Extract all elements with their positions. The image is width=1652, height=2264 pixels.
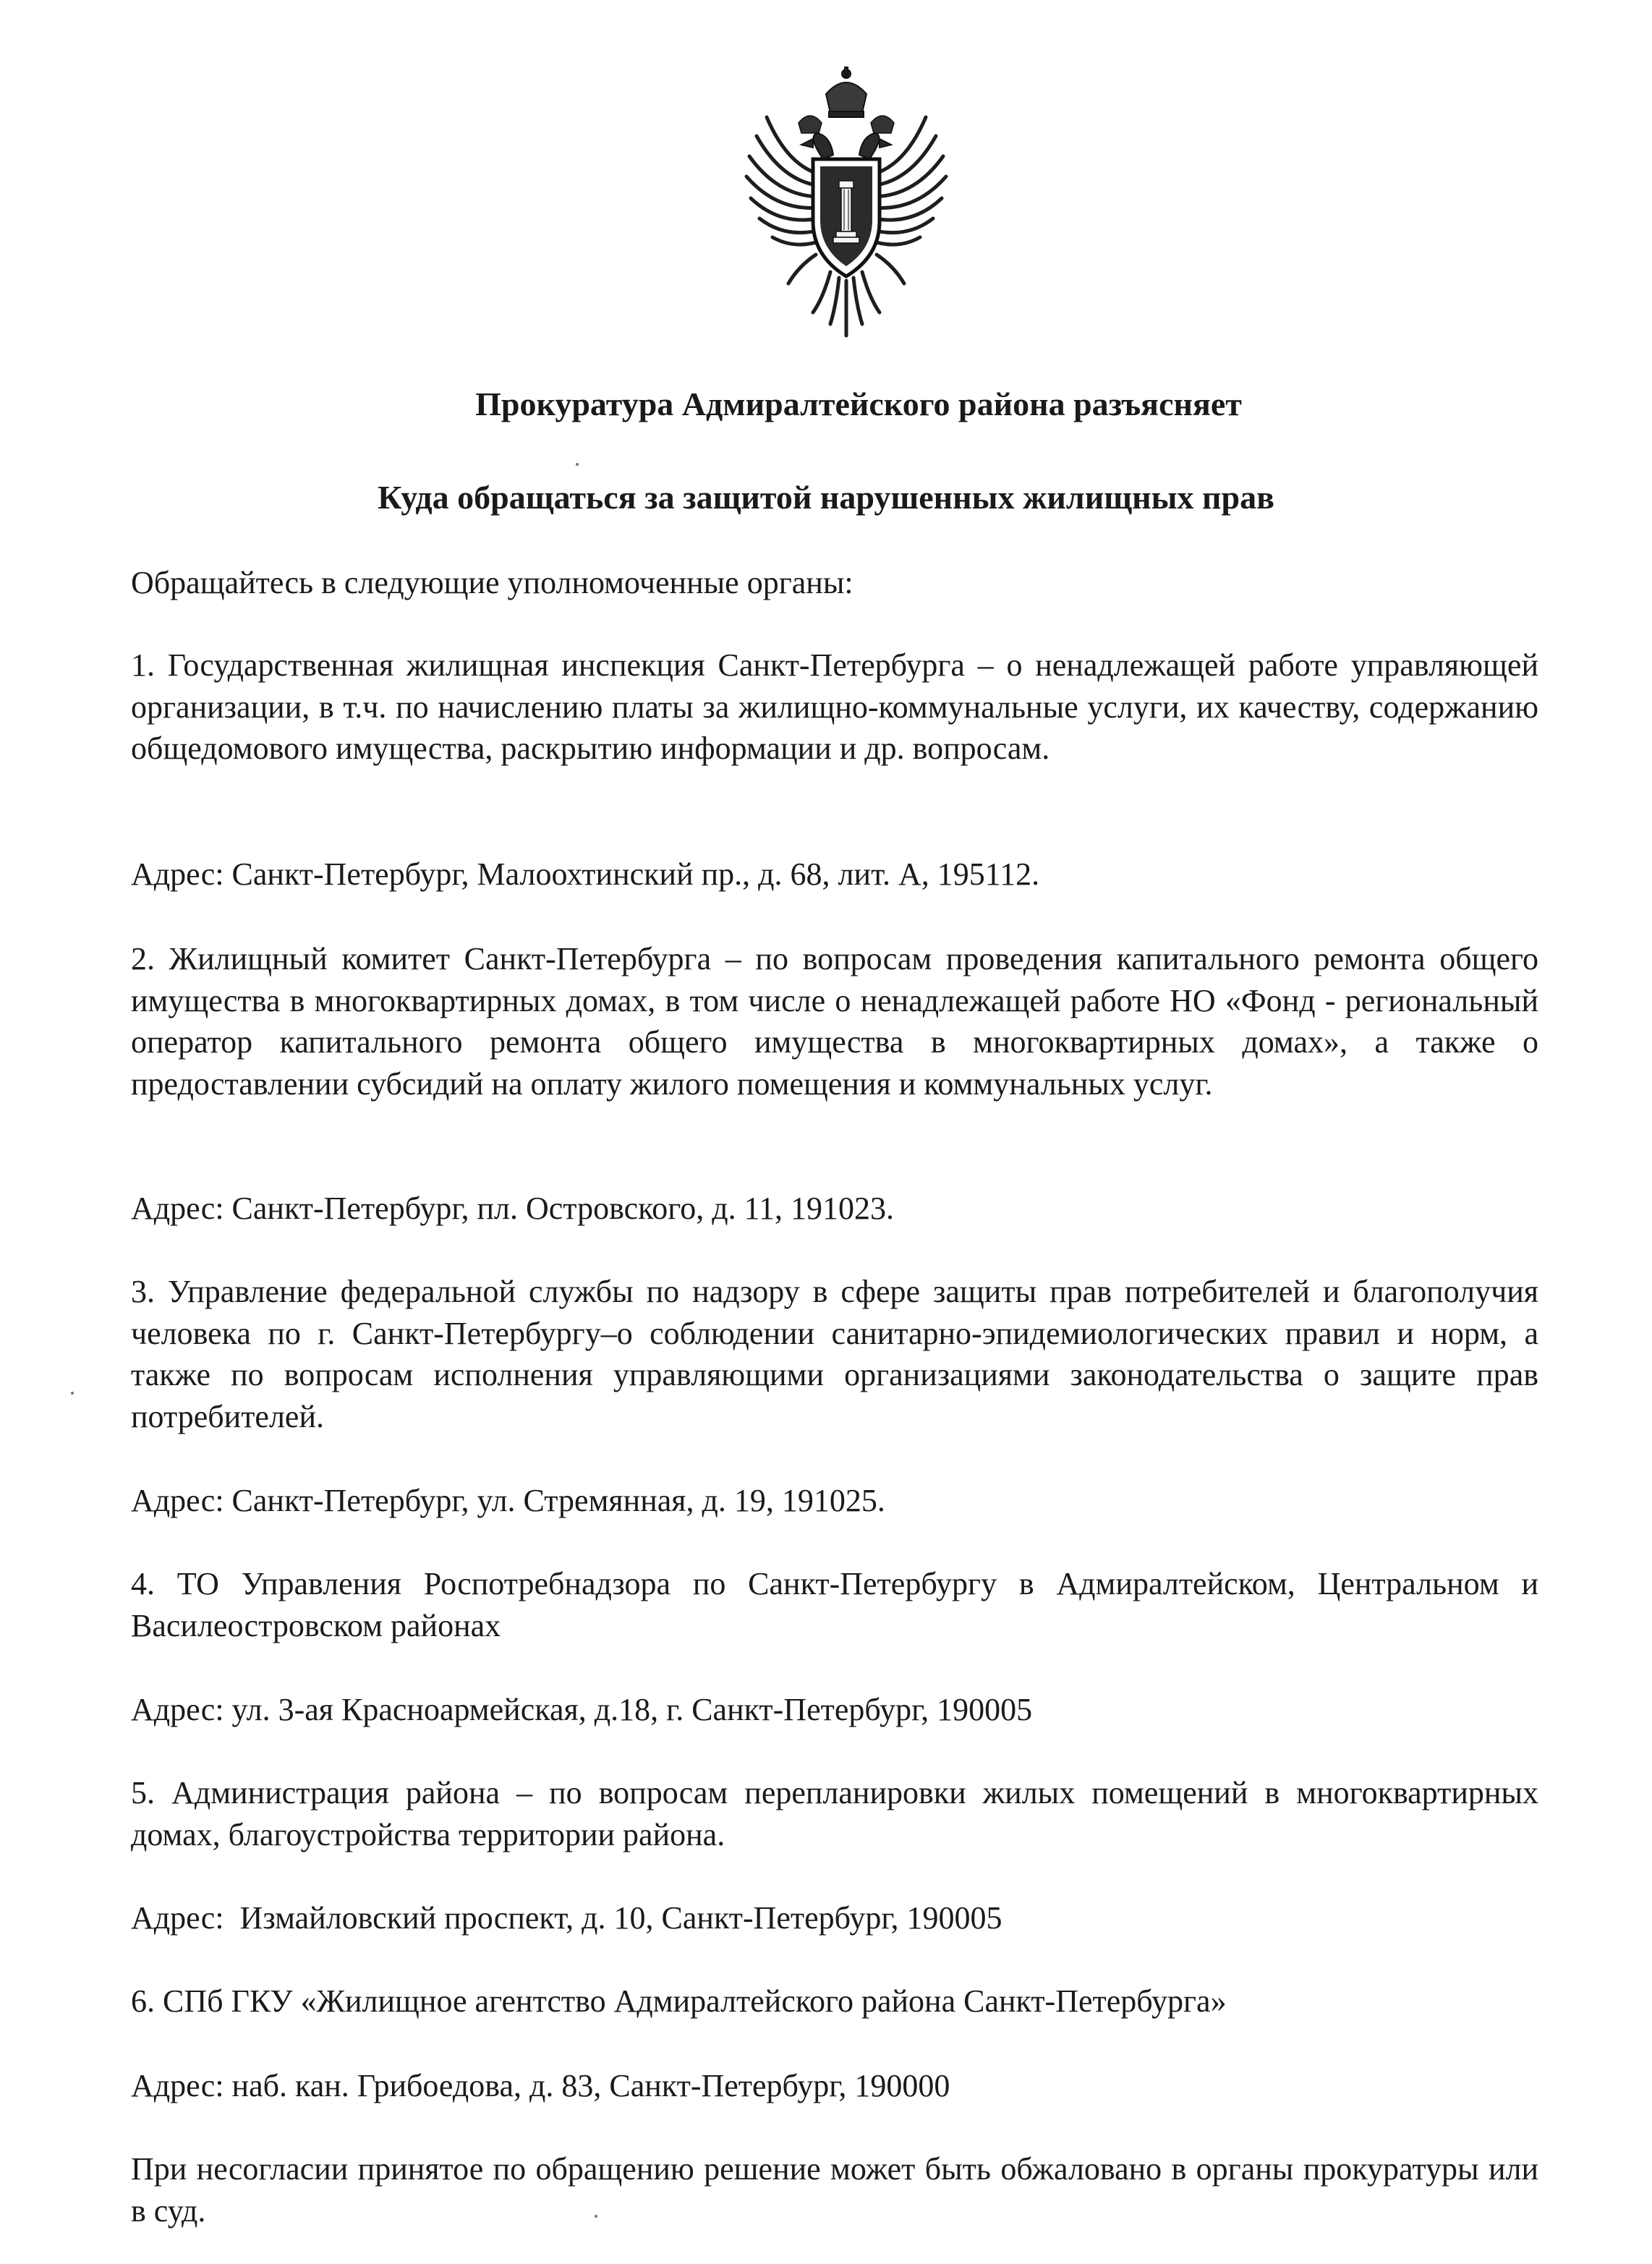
list-item bbox=[131, 1980, 1538, 2022]
list-item bbox=[131, 938, 1538, 1105]
closing-text: При несогласии принятое по обращению решение может быть обжаловано в органы прокуратуры или в суд. bbox=[131, 2151, 1538, 2229]
address-line bbox=[131, 854, 1538, 895]
address-text: Адрес: Санкт-Петербург, пл. Островского, д. 11, 191023. bbox=[131, 1191, 894, 1226]
address-line bbox=[131, 1897, 1538, 1939]
list-item-text: 5. Администрация района – по вопросам перепланировки жилых помещений в многоквартирных домах, благоустройства территории района. bbox=[131, 1775, 1538, 1852]
intro-paragraph bbox=[131, 562, 1538, 604]
address-text: Адрес: ул. 3-ая Красноармейская, д.18, г. Санкт-Петербург, 190005 bbox=[131, 1692, 1033, 1727]
list-item bbox=[131, 644, 1538, 770]
list-item bbox=[131, 1271, 1538, 1437]
address-line bbox=[131, 1689, 1538, 1731]
list-item bbox=[131, 1563, 1538, 1646]
address-line bbox=[131, 1480, 1538, 1522]
list-item bbox=[131, 1772, 1538, 1855]
list-item-text: 2. Жилищный комитет Санкт-Петербурга – по вопросам проведения капитального ремонта общего имущества в многоквартирных домах, в том числе о ненадлежащей работе НО «Фонд - региональный оператор капитального ремонта общего имущества в многоквартирных домах», а также о предоставлении субсидий на оплату жилого помещения и коммунальных услуг. bbox=[131, 941, 1538, 1102]
scan-speck bbox=[576, 463, 579, 466]
page-title: Прокуратура Адмиралтейского района разъясняет bbox=[475, 386, 1242, 422]
closing-paragraph bbox=[131, 2148, 1538, 2231]
address-line bbox=[131, 1188, 1538, 1230]
address-line bbox=[131, 2065, 1538, 2107]
address-text: Адрес: Санкт-Петербург, Малоохтинский пр., д. 68, лит. А, 195112. bbox=[131, 856, 1040, 892]
list-item-text: 6. СПб ГКУ «Жилищное агентство Адмиралтейского района Санкт-Петербурга» bbox=[131, 1983, 1227, 2019]
prosecutor-emblem-icon bbox=[738, 67, 955, 341]
address-text: Адрес: Измайловский проспект, д. 10, Санкт-Петербург, 190005 bbox=[131, 1900, 1002, 1936]
page-subtitle: Куда обращаться за защитой нарушенных жилищных прав bbox=[378, 479, 1274, 516]
list-item-text: 4. ТО Управления Роспотребнадзора по Санкт-Петербургу в Адмиралтейском, Центральном и Василеостровском районах bbox=[131, 1566, 1538, 1643]
list-item-text: 1. Государственная жилищная инспекция Санкт-Петербурга – о ненадлежащей работе управляющей организации, в т.ч. по начислению платы за жилищно-коммунальные услуги, их качеству, содержанию общедомового имущества, раскрытию информации и др. вопросам. bbox=[131, 647, 1538, 766]
scan-speck bbox=[71, 1392, 74, 1395]
address-text: Адрес: наб. кан. Грибоедова, д. 83, Санкт-Петербург, 190000 bbox=[131, 2068, 950, 2103]
list-item-text: 3. Управление федеральной службы по надзору в сфере защиты прав потребителей и благополучия человека по г. Санкт-Петербургу–о соблюдении санитарно-эпидемиологических правил и норм, а также по вопросам исполнения управляющими организациями законодательства о защите прав потребителей. bbox=[131, 1274, 1538, 1434]
address-text: Адрес: Санкт-Петербург, ул. Стремянная, д. 19, 191025. bbox=[131, 1483, 885, 1518]
intro-text: Обращайтесь в следующие уполномоченные органы: bbox=[131, 565, 853, 600]
scan-speck bbox=[595, 2215, 597, 2218]
